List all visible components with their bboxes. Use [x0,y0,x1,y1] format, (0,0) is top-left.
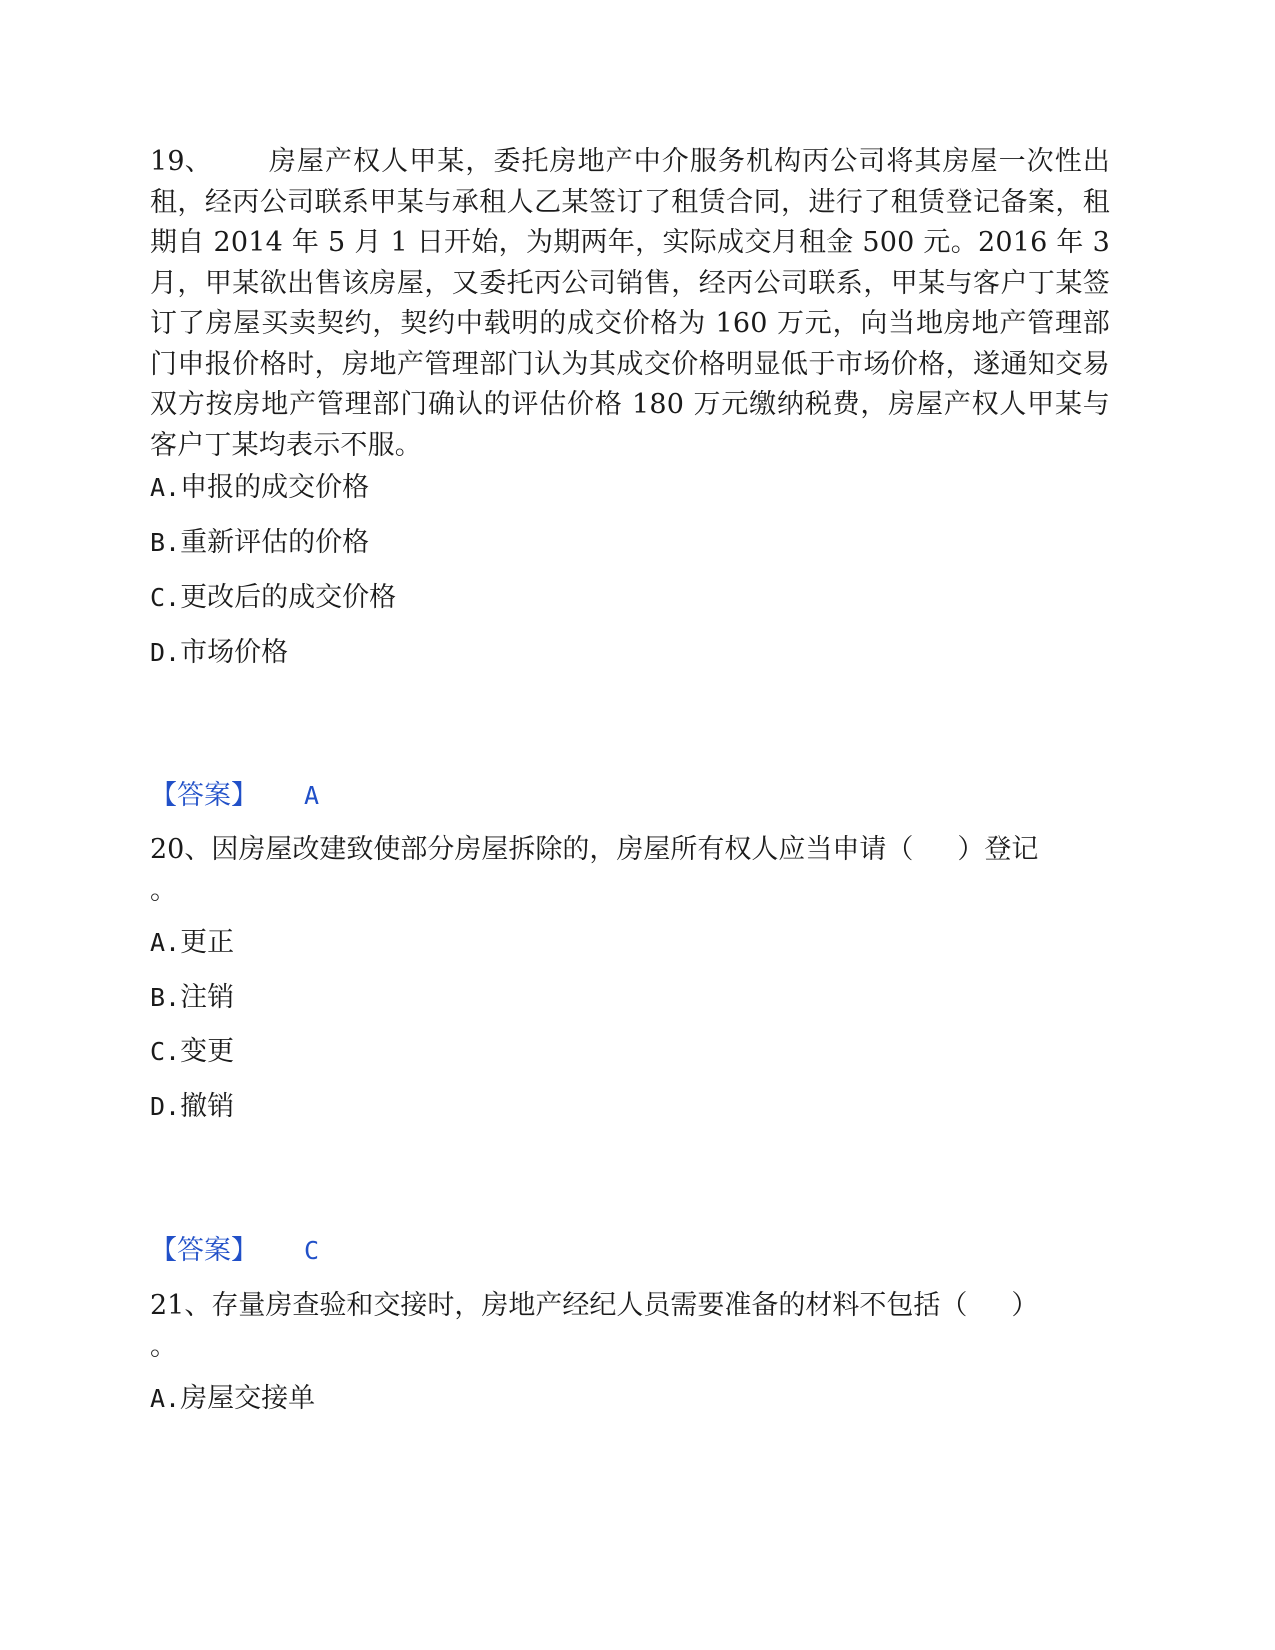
option-text: 房屋交接单 [180,1383,316,1414]
option-text: 市场价格 [180,637,289,668]
option-text: 申报的成交价格 [180,472,370,503]
question-20-option-b[interactable] [150,980,234,1016]
option-text: 重新评估的价格 [180,527,370,558]
question-20-answer [150,1233,319,1269]
option-letter: A. [150,928,181,957]
answer-label: 【答案】 [150,1235,258,1266]
option-letter: D. [150,1092,181,1121]
question-19-option-d[interactable] [150,635,288,671]
option-text: 撤销 [180,1091,235,1122]
question-20-option-d[interactable] [150,1089,234,1125]
question-19-option-c[interactable] [150,580,396,616]
question-20-stem [150,830,1110,870]
option-letter: C. [150,1037,181,1066]
question-20-option-a[interactable] [150,925,234,961]
option-letter: C. [150,583,181,612]
option-text: 更正 [180,927,235,958]
question-19-text: 房屋产权人甲某，委托房地产中介服务机构丙公司将其房屋一次性出租，经丙公司联系甲某与承租人乙某签订了租赁合同，进行了租赁登记备案，租期自 2014 年 5 月 1 日开始，为期两年，实际成交月租金 500 元。2016 年 3 月，甲某欲出售该房屋，又委托丙公司销售，经丙公司联系，甲某与客户丁某签订了房屋买卖契约，契约中载明的成交价格为 160 万元，向当地房地产管理部门申报价格时，房地产管理部门认为其成交价格明显低于市场价格，遂通知交易双方按房地产管理部门确认的评估价格 180 万元缴纳税费，房屋产权人甲某与客户丁某均表示不服。 [150,146,1110,461]
option-letter: D. [150,638,181,667]
option-letter: A. [150,473,181,502]
question-21-stem [150,1286,1110,1326]
question-20-continuation: 。 [150,875,177,906]
question-19-stem [150,142,1110,466]
question-19-option-b[interactable] [150,525,369,561]
answer-value: A [304,781,320,810]
question-20-option-c[interactable] [150,1034,234,1070]
option-letter: B. [150,983,181,1012]
question-19-number: 19、 [150,146,212,177]
question-20-text-before: 因房屋改建致使部分房屋拆除的，房屋所有权人应当申请（ [211,834,914,865]
question-21-continuation: 。 [150,1331,177,1362]
option-text: 更改后的成交价格 [180,582,397,613]
question-19-option-a[interactable] [150,470,369,506]
option-text: 注销 [180,982,235,1013]
question-20-number: 20、 [150,834,212,865]
answer-value: C [304,1236,320,1265]
question-20-text-after: ）登记 [957,834,1039,865]
question-21-text-before: 存量房查验和交接时，房地产经纪人员需要准备的材料不包括（ [211,1290,968,1321]
option-letter: B. [150,528,181,557]
question-21-number: 21、 [150,1290,212,1321]
question-19-answer [150,778,319,814]
option-text: 变更 [180,1036,235,1067]
question-21-option-a[interactable] [150,1381,315,1417]
answer-label: 【答案】 [150,780,258,811]
question-21-text-after: ） [1011,1290,1039,1321]
option-letter: A. [150,1384,181,1413]
